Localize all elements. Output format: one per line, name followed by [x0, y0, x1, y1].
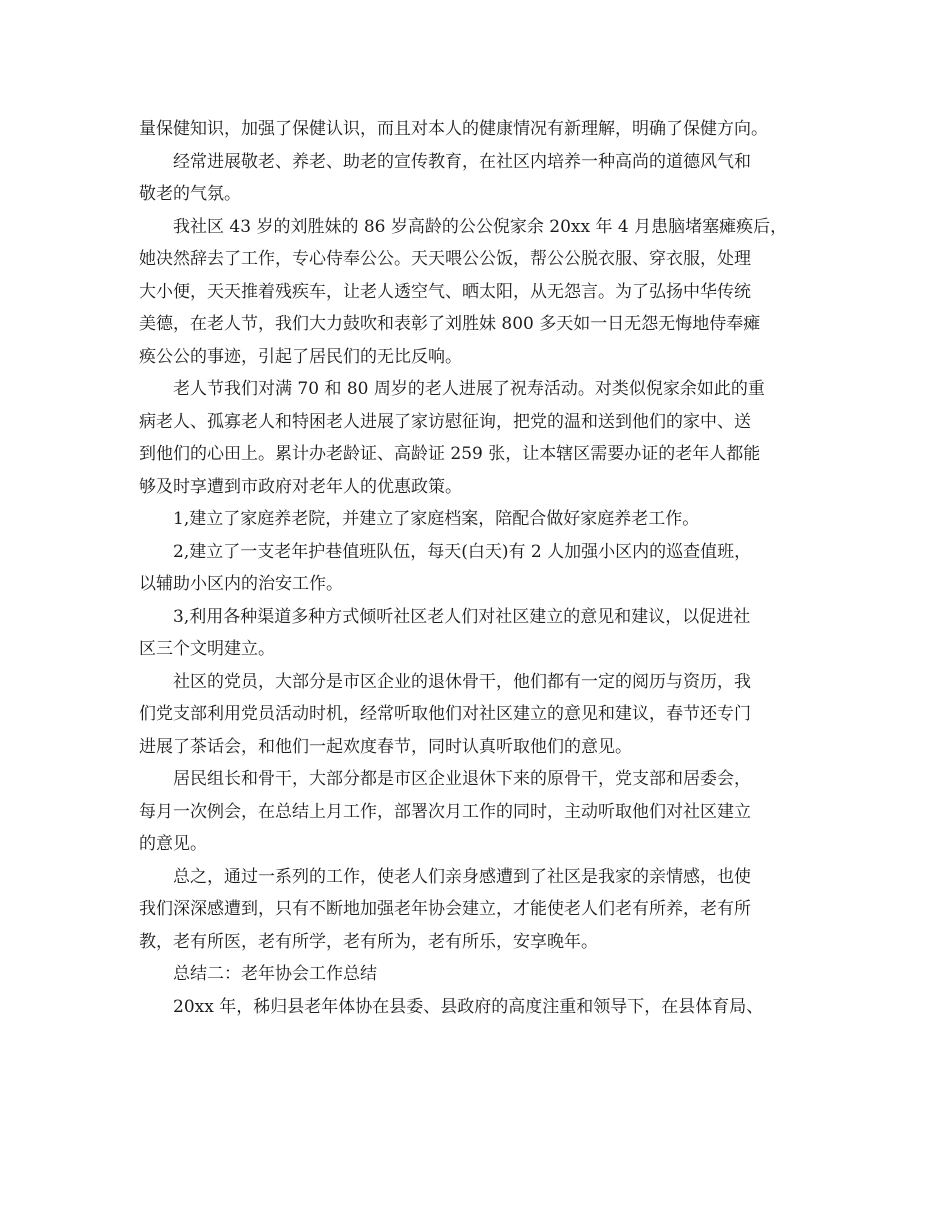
text-line: 总结二：老年协会工作总结 [173, 964, 377, 984]
text-line: 居民组长和骨干，大部分都是市区企业退休下来的原骨干，党支部和居委会， [173, 769, 751, 789]
text-line: 病老人、孤寡老人和特困老人进展了家访慰征询，把党的温和送到他们的家中、送 [139, 411, 751, 432]
text-line: 20xx 年，秭归县老年体协在县委、县政府的高度注重和领导下，在县体育局、 [173, 996, 764, 1017]
text-line: 我们深深感遭到，只有不断地加强老年协会建立，才能使老人们老有所养，老有所 [139, 899, 751, 919]
text-line: 量保健知识，加强了保健认识，而且对本人的健康情况有新理解，明确了保健方向。 [139, 119, 768, 139]
text-line: 到他们的心田上。累计办老龄证、高龄证 259 张，让本辖区需要办证的老年人都能 [139, 444, 761, 464]
text-line: 痪公公的事迹，引起了居民们的无比反响。 [139, 346, 462, 367]
text-line: 总之，通过一系列的工作，使老人们亲身感遭到了社区是我家的亲情感，也使 [173, 866, 751, 887]
text-line: 教，老有所医，老有所学，老有所为，老有所乐，安享晚年。 [139, 931, 598, 952]
text-line: 3,利用各种渠道多种方式倾听社区老人们对社区建立的意见和建议，以促进社 [173, 606, 751, 627]
text-line: 老人节我们对满 70 和 80 周岁的老人进展了祝寿活动。对类似倪家余如此的重 [173, 379, 765, 399]
text-line: 够及时享遭到市政府对老年人的优惠政策。 [139, 476, 462, 497]
text-line: 区三个文明建立。 [139, 639, 275, 659]
text-line: 经常进展敬老、养老、助老的宣传教育，在社区内培养一种高尚的道德风气和 [173, 151, 751, 172]
text-line: 敬老的气氛。 [139, 184, 241, 204]
text-line: 社区的党员，大部分是市区企业的退休骨干，他们都有一定的阅历与资历，我 [173, 671, 751, 692]
text-line: 1,建立了家庭养老院，并建立了家庭档案，陪配合做好家庭养老工作。 [173, 509, 700, 529]
text-line: 她决然辞去了工作，专心侍奉公公。天天喂公公饭，帮公公脱衣服、穿衣服，处理 [139, 249, 751, 269]
text-line: 们党支部利用党员活动时机，经常听取他们对社区建立的意见和建议，春节还专门 [139, 704, 751, 724]
text-line: 美德，在老人节，我们大力鼓吹和表彰了刘胜妹 800 多天如一日无怨无悔地侍奉瘫 [139, 314, 761, 334]
text-line: 大小便，天天推着残疾车，让老人透空气、晒太阳，从无怨言。为了弘扬中华传统 [139, 281, 751, 302]
text-line: 进展了茶话会，和他们一起欢度春节，同时认真听取他们的意见。 [139, 736, 632, 757]
text-line: 每月一次例会，在总结上月工作，部署次月工作的同时，主动听取他们对社区建立 [139, 801, 751, 822]
text-line: 我社区 43 岁的刘胜妹的 86 岁高龄的公公倪家余 20xx 年 4 月患脑堵塞瘫痪后， [173, 216, 788, 237]
document-body [139, 113, 829, 1023]
text-line: 以辅助小区内的治安工作。 [139, 574, 343, 594]
text-line: 的意见。 [139, 834, 207, 854]
text-line: 2,建立了一支老年护巷值班队伍，每天(白天)有 2 人加强小区内的巡查值班， [173, 541, 752, 562]
